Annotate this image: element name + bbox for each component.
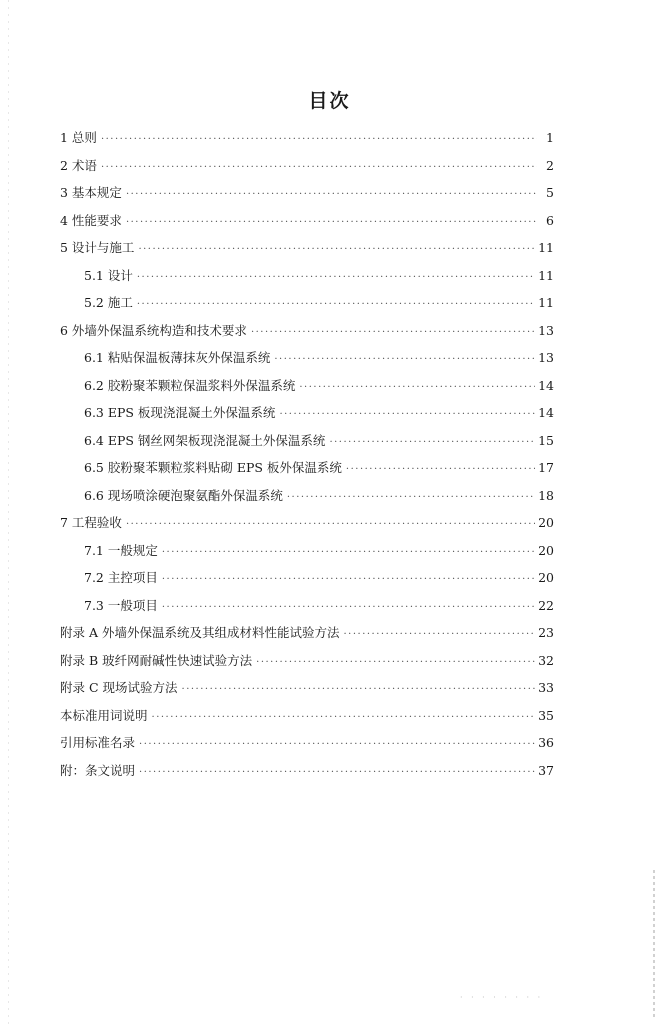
toc-entry-page: 13 — [538, 350, 554, 365]
toc-entry[interactable] — [60, 509, 554, 537]
scan-edge-mark — [653, 870, 655, 1020]
toc-entry-page: 33 — [538, 680, 554, 695]
toc-entry[interactable] — [60, 702, 554, 730]
toc-leader-dots — [126, 209, 537, 237]
toc-leader-dots — [256, 649, 535, 677]
toc-entry-page: 11 — [538, 240, 554, 255]
scan-noise: · · · · · · · · — [460, 993, 544, 1002]
toc-entry-page: 20 — [538, 542, 554, 558]
toc-subentry[interactable] — [60, 427, 554, 455]
toc-entry-label: 附录 B 玻纤网耐碱性快速试验方法 — [60, 652, 253, 668]
toc-leader-dots — [162, 594, 535, 622]
toc-subentry[interactable] — [60, 564, 554, 592]
toc-leader-dots — [139, 759, 535, 787]
toc-entry-page: 32 — [538, 652, 554, 668]
toc-subentry[interactable] — [60, 372, 554, 400]
toc-leader-dots — [274, 346, 535, 374]
toc-entry-page: 37 — [538, 762, 554, 778]
toc-entry-page: 14 — [538, 377, 554, 393]
toc-leader-dots — [346, 456, 535, 484]
toc-entry-page: 1 — [546, 130, 554, 145]
toc-entry-label: 6.2 胶粉聚苯颗粒保温浆料外保温系统 — [84, 377, 296, 393]
toc-leader-dots — [287, 484, 535, 512]
toc-entry-label: 5.1 设计 — [84, 267, 133, 283]
table-of-contents — [60, 124, 554, 784]
toc-entry-page: 14 — [538, 405, 554, 420]
toc-leader-dots — [138, 236, 535, 264]
toc-entry-label: 7.2 主控项目 — [84, 570, 158, 585]
toc-entry-label: 附录 A 外墙外保温系统及其组成材料性能试验方法 — [60, 625, 340, 640]
toc-entry-label: 6.5 胶粉聚苯颗粒浆料贴砌 EPS 板外保温系统 — [84, 460, 342, 475]
toc-entry-label: 6 外墙外保温系统构造和技术要求 — [60, 322, 247, 338]
toc-entry-page: 18 — [538, 487, 554, 503]
toc-entry-label: 4 性能要求 — [60, 212, 122, 228]
toc-entry-page: 35 — [538, 707, 554, 723]
toc-subentry[interactable] — [60, 289, 554, 317]
toc-entry-page: 23 — [538, 625, 554, 640]
toc-entry-label: 本标准用词说明 — [60, 707, 148, 723]
toc-entry-page: 11 — [538, 267, 554, 283]
toc-entry[interactable] — [60, 647, 554, 675]
toc-leader-dots — [343, 621, 535, 649]
toc-entry-page: 17 — [538, 460, 554, 475]
toc-entry-label: 附：条文说明 — [60, 762, 136, 778]
toc-entry[interactable] — [60, 619, 554, 647]
toc-leader-dots — [137, 264, 535, 292]
toc-entry-label: 5.2 施工 — [84, 295, 133, 310]
toc-entry-label: 7 工程验收 — [60, 515, 122, 530]
toc-leader-dots — [182, 676, 536, 704]
toc-leader-dots — [126, 181, 537, 209]
toc-subentry[interactable] — [60, 537, 554, 565]
toc-entry[interactable] — [60, 179, 554, 207]
toc-entry-label: 6.3 EPS 板现浇混凝土外保温系统 — [84, 405, 276, 420]
toc-entry[interactable] — [60, 124, 554, 152]
toc-entry-label: 2 术语 — [60, 157, 97, 173]
page-title: 目次 — [308, 90, 351, 112]
toc-entry-label: 6.1 粘贴保温板薄抹灰外保温系统 — [84, 350, 271, 365]
toc-entry[interactable] — [60, 317, 554, 345]
toc-entry[interactable] — [60, 207, 554, 235]
toc-entry-label: 6.4 EPS 钢丝网架板现浇混凝土外保温系统 — [84, 432, 326, 448]
toc-entry-label: 附录 C 现场试验方法 — [60, 680, 178, 695]
toc-entry-page: 13 — [538, 322, 554, 338]
toc-leader-dots — [126, 511, 535, 539]
toc-entry-label: 7.1 一般规定 — [84, 542, 158, 558]
toc-leader-dots — [162, 539, 535, 567]
toc-entry-page: 22 — [538, 597, 554, 613]
toc-entry-label: 5 设计与施工 — [60, 240, 135, 255]
toc-leader-dots — [329, 429, 535, 457]
toc-entry-page: 20 — [538, 515, 554, 530]
toc-subentry[interactable] — [60, 482, 554, 510]
toc-leader-dots — [152, 704, 536, 732]
toc-subentry[interactable] — [60, 454, 554, 482]
toc-leader-dots — [101, 126, 537, 154]
toc-entry-label: 1 总则 — [60, 130, 97, 145]
toc-leader-dots — [279, 401, 535, 429]
toc-entry-label: 引用标准名录 — [60, 735, 136, 750]
toc-entry[interactable] — [60, 757, 554, 785]
toc-entry-label: 3 基本规定 — [60, 185, 122, 200]
toc-leader-dots — [139, 731, 535, 759]
toc-entry-label: 6.6 现场喷涂硬泡聚氨酯外保温系统 — [84, 487, 283, 503]
toc-entry-page: 11 — [538, 295, 554, 310]
toc-entry[interactable] — [60, 729, 554, 757]
toc-leader-dots — [162, 566, 535, 594]
toc-entry-page: 36 — [538, 735, 554, 750]
toc-subentry[interactable] — [60, 592, 554, 620]
toc-entry-page: 20 — [538, 570, 554, 585]
toc-entry[interactable] — [60, 234, 554, 262]
toc-entry-page: 5 — [546, 185, 554, 200]
toc-entry-label: 7.3 一般项目 — [84, 597, 158, 613]
toc-subentry[interactable] — [60, 262, 554, 290]
toc-subentry[interactable] — [60, 344, 554, 372]
toc-entry-page: 6 — [546, 212, 554, 228]
toc-subentry[interactable] — [60, 399, 554, 427]
scan-edge-mark — [8, 0, 9, 1024]
toc-entry-page: 15 — [538, 432, 554, 448]
toc-leader-dots — [101, 154, 537, 182]
toc-entry[interactable] — [60, 152, 554, 180]
toc-entry[interactable] — [60, 674, 554, 702]
toc-entry-page: 2 — [546, 157, 554, 173]
toc-leader-dots — [251, 319, 535, 347]
toc-leader-dots — [137, 291, 535, 319]
toc-leader-dots — [299, 374, 535, 402]
